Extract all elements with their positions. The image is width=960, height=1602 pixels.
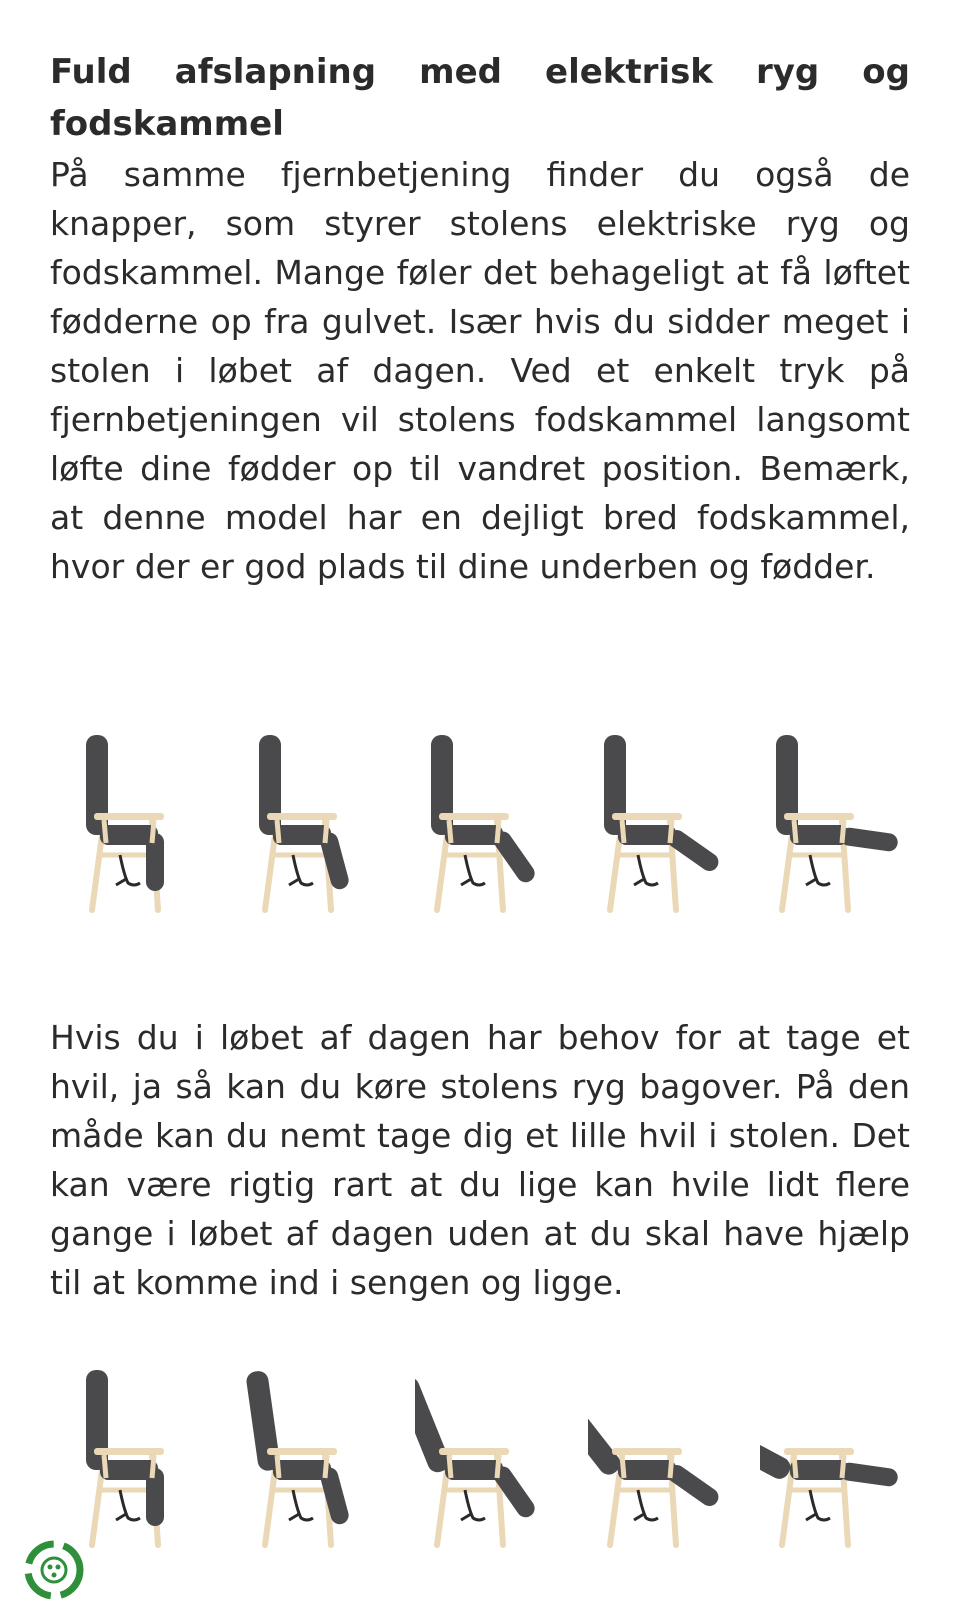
chair-footrest-frame-4 [588,725,728,915]
article-section [50,46,910,591]
chair-backrest-frame-3 [415,1360,555,1550]
chair-backrest-frame-2 [243,1360,383,1550]
chair-footrest-frame-5 [760,725,900,915]
chair-footrest-frame-3 [415,725,555,915]
recycle-logo-icon [16,1530,88,1602]
chair-footrest-frame-1 [70,725,210,915]
paragraph-backrest: Hvis du i løbet af dagen har behov for at tage et hvil, ja så kan du køre stolens ryg bagover. På den måde kan du nemt tage dig et lille hvil i stolen. Det kan være rigtig rart at du lige kan hvile lidt flere gange i løbet af dagen uden at du skal have hjælp til at komme ind i sengen og ligge. [50,1018,910,1302]
footrest-sequence-image [70,725,900,915]
chair-backrest-frame-1 [70,1360,210,1550]
section-heading: Fuld afslapning med elektrisk ryg og fodskammel [50,52,910,144]
chair-footrest-frame-2 [243,725,383,915]
chair-backrest-frame-5 [760,1360,900,1550]
paragraph-footrest: På samme fjernbetjening finder du også de knapper, som styrer stolens elektriske ryg og fodskammel. Mange føler det behageligt at få løftet fødderne op fra gulvet. Især hvis du sidder meget i stolen i løbet af dagen. Ved et enkelt tryk på fjernbetjeningen vil stolens fodskammel langsomt løfte dine fødder op til vandret position. Bemærk, at denne model har en dejligt bred fodskammel, hvor der er god plads til dine underben og fødder. [50,155,910,586]
backrest-sequence-image [70,1360,900,1550]
chair-backrest-frame-4 [588,1360,728,1550]
